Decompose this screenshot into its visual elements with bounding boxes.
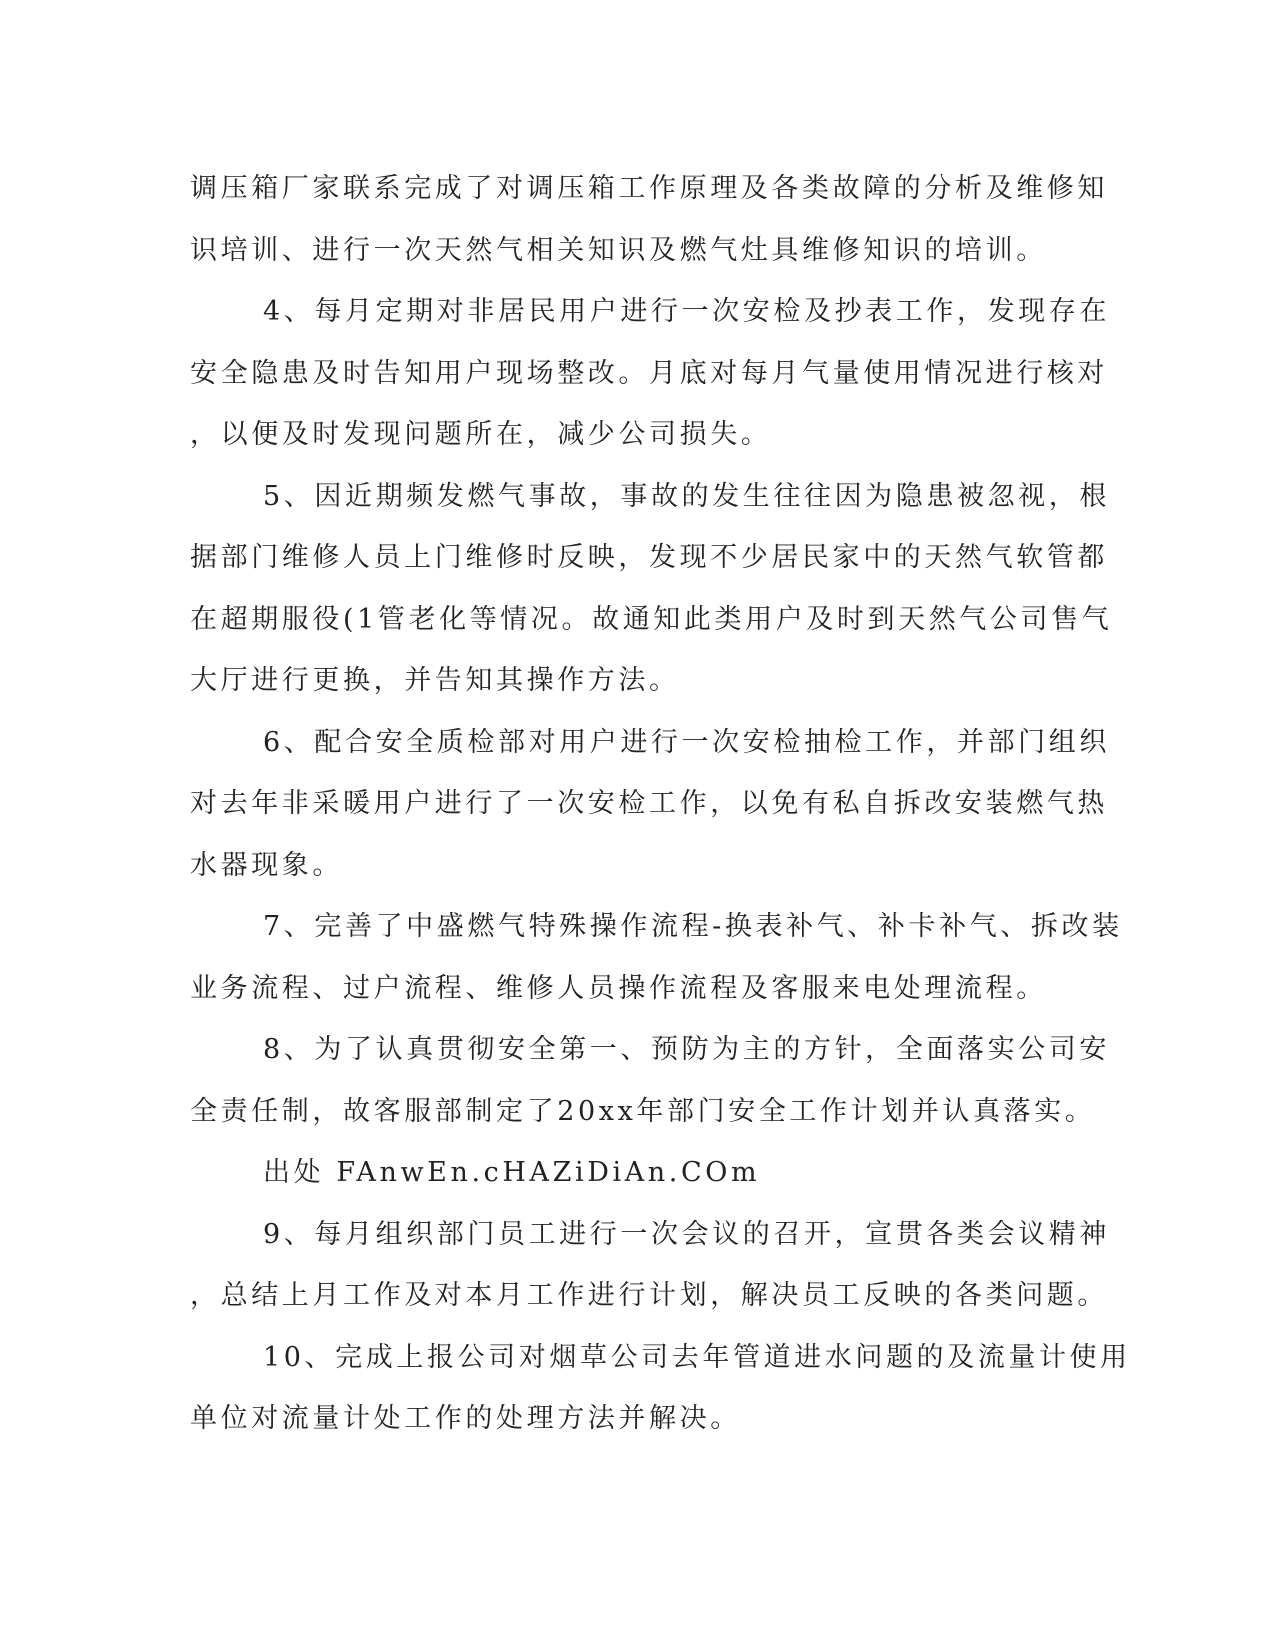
text-line: 对去年非采暖用户进行了一次安检工作，以免有私自拆改安装燃气热 [190, 788, 1108, 819]
text-line: 6、配合安全质检部对用户进行一次安检抽检工作，并部门组织 [263, 726, 1110, 758]
text-line: 大厅进行更换，并告知其操作方法。 [190, 665, 680, 696]
source-line: 出处 FAnwEn.cHAZiDiAn.COm [263, 1157, 761, 1188]
text-line: ，以便及时发现问题所在，减少公司损失。 [190, 419, 772, 450]
text-line: 在超期服役(1管老化等情况。故通知此类用户及时到天然气公司售气 [190, 603, 1113, 635]
text-line: 水器现象。 [190, 849, 343, 881]
text-line: 5、因近期频发燃气事故，事故的发生往往因为隐患被忽视，根 [263, 480, 1110, 512]
text-line: 4、每月定期对非居民用户进行一次安检及抄表工作，发现存在 [263, 296, 1110, 327]
text-line: 业务流程、过户流程、维修人员操作流程及客服来电处理流程。 [190, 972, 1047, 1004]
text-line: 9、每月组织部门员工进行一次会议的召开，宣贯各类会议精神 [263, 1218, 1110, 1250]
document-body [190, 158, 1131, 1450]
text-line: 据部门维修人员上门维修时反映，发现不少居民家中的天然气软管都 [190, 542, 1108, 573]
text-line: 全责任制，故客服部制定了20xx年部门安全工作计划并认真落实。 [190, 1095, 1096, 1127]
text-line: 7、完善了中盛燃气特殊操作流程-换表补气、补卡补气、拆改装 [263, 911, 1123, 942]
text-line: 识培训、进行一次天然气相关知识及燃气灶具维修知识的培训。 [190, 234, 1047, 266]
text-line: 8、为了认真贯彻安全第一、预防为主的方针，全面落实公司安 [263, 1034, 1110, 1065]
text-line: ，总结上月工作及对本月工作进行计划，解决员工反映的各类问题。 [190, 1280, 1108, 1311]
text-line: 单位对流量计处工作的处理方法并解决。 [190, 1403, 741, 1434]
text-line: 安全隐患及时告知用户现场整改。月底对每月气量使用情况进行核对 [190, 357, 1108, 389]
text-line: 调压箱厂家联系完成了对调压箱工作原理及各类故障的分析及维修知 [190, 173, 1108, 204]
text-line: 10、完成上报公司对烟草公司去年管道进水问题的及流量计使用 [263, 1341, 1131, 1373]
